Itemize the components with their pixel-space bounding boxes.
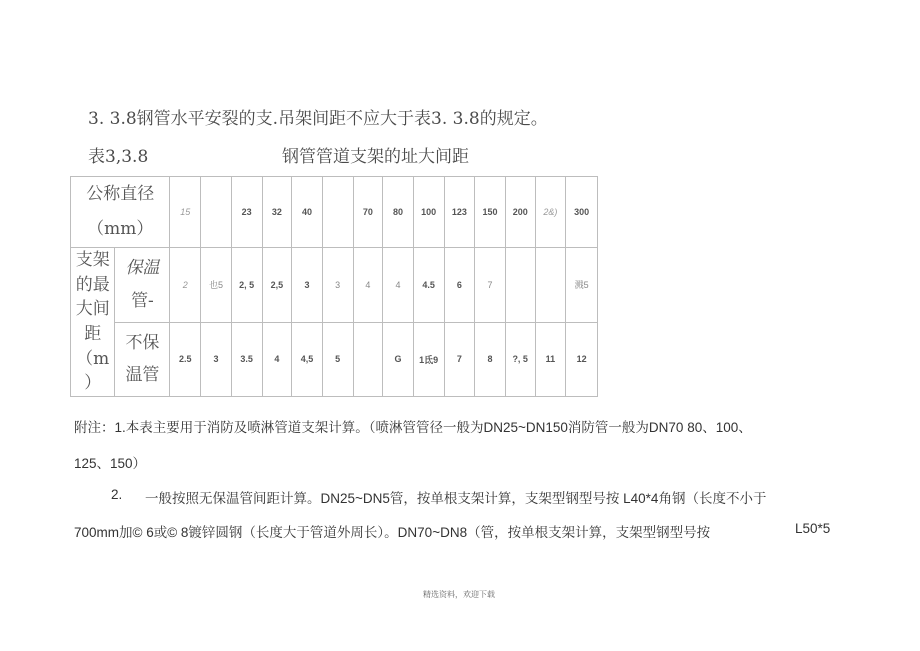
note-2-line-2: 700mm加© 6或© 8镀锌圆钢（长度大于管道外周长）。DN70~DN8（管，按单根支架计算，支架型钢型号按: [74, 525, 711, 540]
value-cell: 2.5: [170, 322, 201, 396]
value-cell: 7: [444, 322, 475, 396]
diameter-cell: 300: [566, 177, 598, 248]
diameter-cell: [322, 177, 353, 248]
value-cell: 6: [444, 248, 475, 323]
value-cell: 1氐9: [413, 322, 444, 396]
value-cell: 2, 5: [231, 248, 262, 323]
label-line: 的最: [75, 274, 110, 295]
value-cell: G: [383, 322, 414, 396]
value-cell: 8: [475, 322, 506, 396]
note-1-line-1: 附注：1.本表主要用于消防及喷淋管道支架计算。（喷淋管管径一般为DN25~DN150消防管一般为DN70 80、100、: [74, 420, 752, 435]
value-cell: 4: [353, 248, 383, 323]
insulated-label-line2: 管-: [131, 290, 154, 311]
header-label-line2: （mm）: [87, 219, 154, 239]
diameter-cell: 40: [292, 177, 323, 248]
uninsulated-label-line2: 温管: [125, 365, 160, 386]
note-2-number: 2.: [111, 487, 123, 502]
value-cell: 3: [292, 248, 323, 323]
diameter-cell: 150: [475, 177, 506, 248]
value-cell: 也5: [201, 248, 232, 323]
value-cell: [505, 248, 535, 323]
diameter-cell: 70: [353, 177, 383, 248]
value-cell: 3.5: [231, 322, 262, 396]
insulated-label-line1: 保温: [125, 258, 160, 279]
label-line: 支架: [75, 250, 110, 270]
value-cell: 11: [535, 322, 566, 396]
diameter-cell: 123: [444, 177, 475, 248]
table-title: 钢管管道支架的址大间距: [282, 147, 469, 167]
label-line: ）: [84, 373, 102, 394]
value-cell: 4: [383, 248, 414, 323]
header-label-line1: 公称直径: [86, 184, 155, 205]
section-heading: 3. 3.8钢管水平安裂的支.吊架间距不应大于表3. 3.8的规定。: [88, 109, 548, 129]
value-cell: 4: [262, 322, 292, 396]
diameter-row: [71, 177, 598, 248]
label-line: 大间: [75, 299, 110, 320]
label-line: 距: [84, 323, 102, 344]
uninsulated-label-line1: 不保: [125, 332, 160, 353]
support-spacing-table: [70, 176, 598, 397]
uninsulated-row: [71, 322, 598, 396]
value-cell: 7: [475, 248, 506, 323]
value-cell: 溅5: [566, 248, 598, 323]
value-cell: 4,5: [292, 322, 323, 396]
diameter-cell: [201, 177, 232, 248]
note-1-line-2: 125、150）: [74, 456, 147, 471]
insulated-pipe-label: [115, 248, 170, 323]
diameter-cell: 32: [262, 177, 292, 248]
value-cell: 2,5: [262, 248, 292, 323]
diameter-cell: 80: [383, 177, 414, 248]
value-cell: 2: [170, 248, 201, 323]
value-cell: 3: [201, 322, 232, 396]
note-2-line-2-end: L50*5: [795, 521, 831, 536]
value-cell: 3: [322, 248, 353, 323]
diameter-cell: 2&): [535, 177, 566, 248]
label-line: （m: [76, 348, 110, 369]
table-label: 表3,3.8: [88, 147, 149, 167]
diameter-cell: 15: [170, 177, 201, 248]
value-cell: 12: [566, 322, 598, 396]
diameter-cell: 23: [231, 177, 262, 248]
value-cell: [353, 322, 383, 396]
diameter-cell: 100: [413, 177, 444, 248]
page-footer: 精选资料，欢迎下载: [423, 590, 495, 599]
nominal-diameter-header: [71, 177, 170, 248]
diameter-cell: 200: [505, 177, 535, 248]
insulated-row: [71, 248, 598, 323]
uninsulated-pipe-label: [115, 322, 170, 396]
value-cell: 5: [322, 322, 353, 396]
max-spacing-label: [71, 248, 115, 397]
value-cell: ?, 5: [505, 322, 535, 396]
note-2-line-1: 一般按照无保温管间距计算。DN25~DN5管，按单根支架计算，支架型钢型号按 L40*4角钢（长度不小于: [145, 491, 767, 506]
value-cell: 4.5: [413, 248, 444, 323]
value-cell: [535, 248, 566, 323]
